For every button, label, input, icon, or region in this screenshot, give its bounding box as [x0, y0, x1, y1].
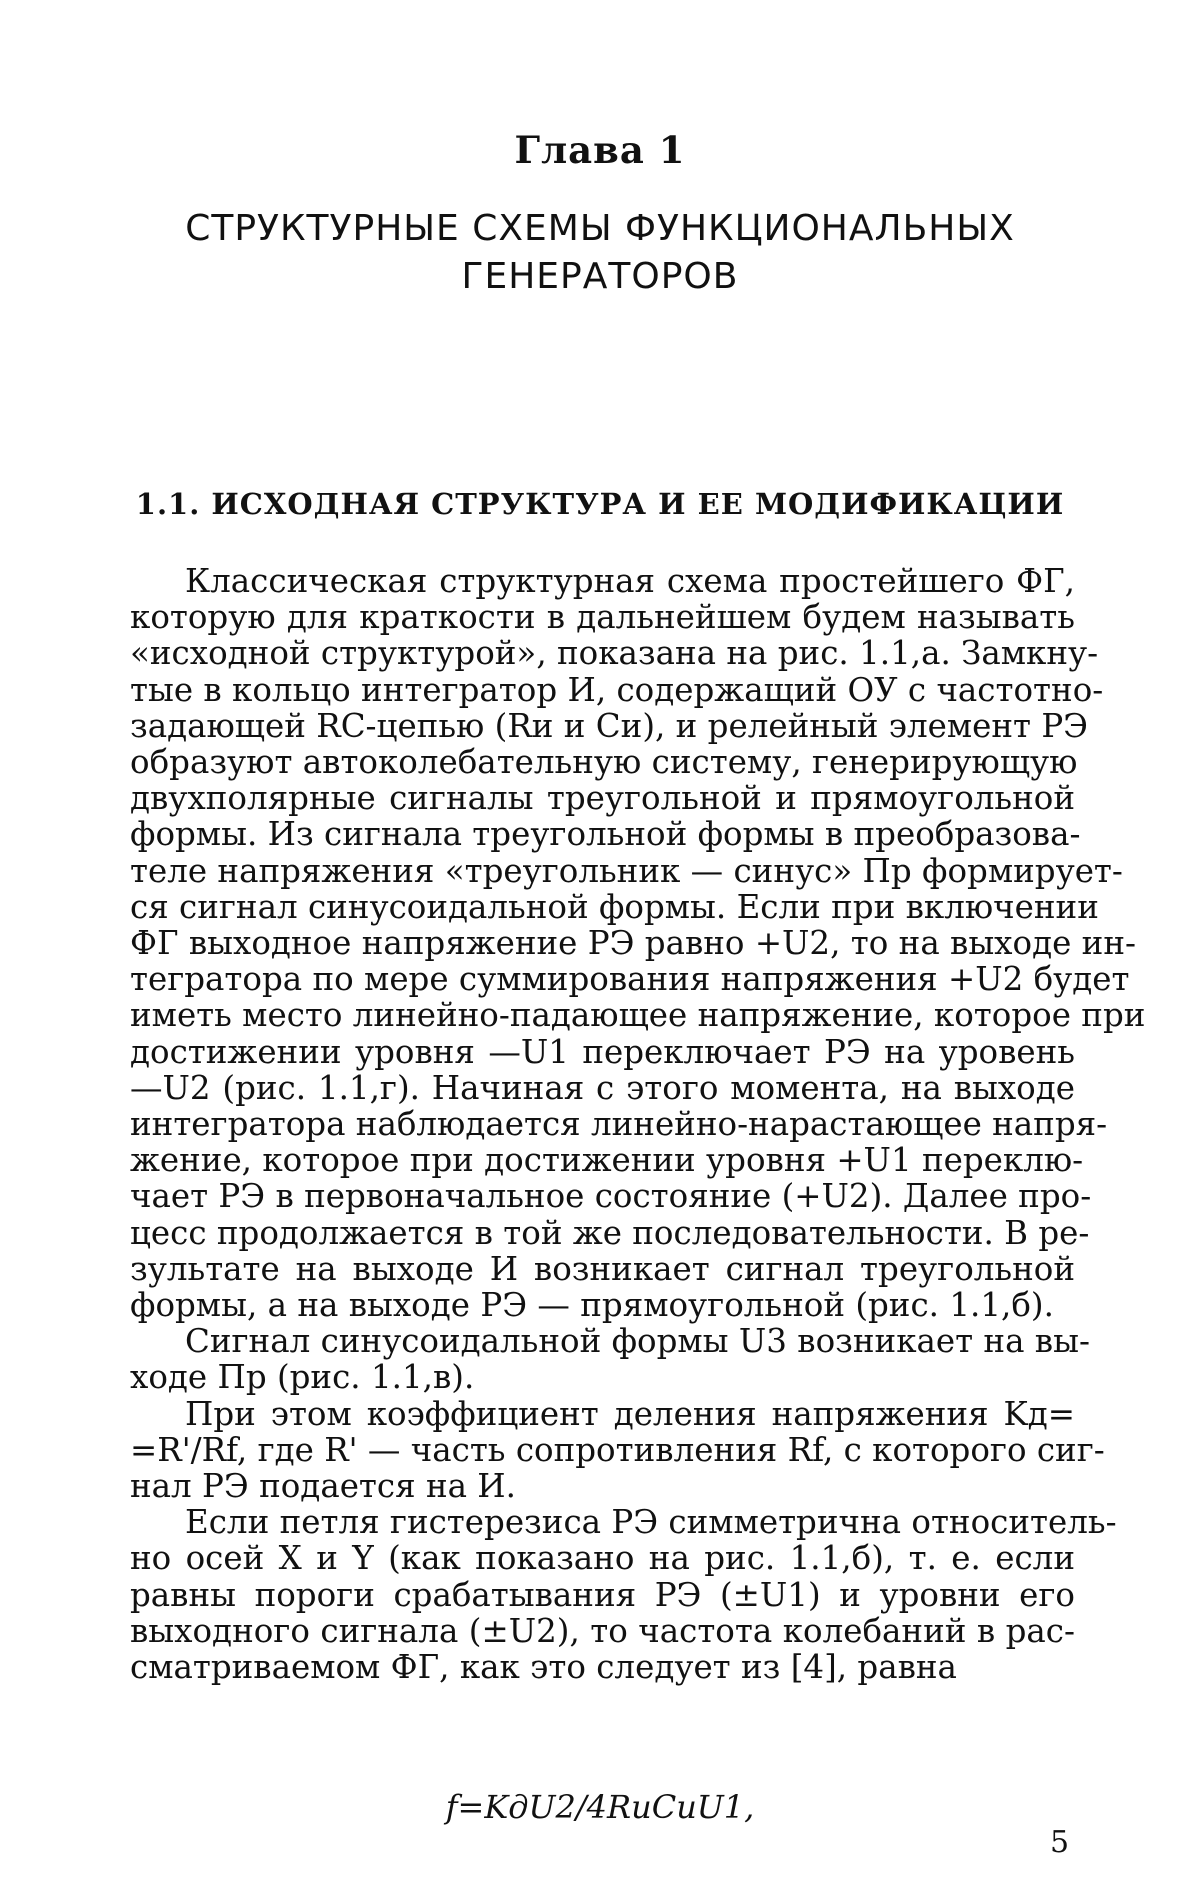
text-line: иметь место линейно-падающее напряжение, которое при	[130, 996, 1146, 1035]
text-line: нал РЭ подается на И.	[130, 1467, 516, 1506]
paragraph	[130, 1394, 1105, 1506]
text-line: «исходной структурой», показана на рис. 1.1,а. Замкну-	[130, 634, 1099, 673]
text-line: Если петля гистерезиса РЭ симметрична относитель-	[185, 1503, 1117, 1542]
text-line: выходного сигнала (±U2), то частота колебаний в рас-	[130, 1611, 1075, 1650]
text-line: =R'/Rf, где R' — часть сопротивления Rf, с которого сиг-	[130, 1430, 1105, 1469]
paragraph	[130, 1322, 1090, 1397]
text-line: достижении уровня —U1 переключает РЭ на уровень	[130, 1032, 1075, 1071]
text-line: равны пороги срабатывания РЭ (±U1) и уровни его	[130, 1575, 1075, 1614]
text-line: —U2 (рис. 1.1,г). Начиная с этого момента, на выходе	[130, 1068, 1075, 1107]
text-line: образуют автоколебательную систему, генерирующую	[130, 743, 1078, 782]
page-number: 5	[1050, 1825, 1070, 1860]
text-line: жение, которое при достижении уровня +U1 переклю-	[130, 1141, 1084, 1180]
frequency-formula: f=KдU2/4RиCиU1,	[445, 1788, 755, 1826]
text-line: ся сигнал синусоидальной формы. Если при включении	[130, 887, 1099, 926]
text-line: Классическая структурная схема простейшего ФГ,	[185, 562, 1075, 600]
text-line: двухполярные сигналы треугольной и прямоугольной	[130, 779, 1075, 818]
text-line: ходе Пр (рис. 1.1,в).	[130, 1358, 475, 1397]
chapter-title-line-1: СТРУКТУРНЫЕ СХЕМЫ ФУНКЦИОНАЛЬНЫХ	[185, 208, 1015, 249]
text-line: которую для краткости в дальнейшем будем называть	[130, 598, 1075, 637]
text-line: но осей X и Y (как показано на рис. 1.1,б), т. е. если	[130, 1539, 1075, 1578]
text-line: зультате на выходе И возникает сигнал треугольной	[130, 1249, 1075, 1288]
body-text	[130, 562, 1146, 1687]
text-line: формы, а на выходе РЭ — прямоугольной (рис. 1.1,б).	[130, 1286, 1054, 1325]
chapter-label: Глава 1	[514, 128, 686, 172]
chapter-title	[0, 205, 1200, 301]
text-line: Сигнал синусоидальной формы U3 возникает на вы-	[185, 1322, 1090, 1361]
paragraph	[130, 1503, 1117, 1687]
chapter-title-line-2: ГЕНЕРАТОРОВ	[461, 256, 739, 297]
text-line: формы. Из сигнала треугольной формы в преобразова-	[130, 815, 1081, 854]
text-line: цесс продолжается в той же последовательности. В ре-	[130, 1213, 1090, 1252]
text-line: чает РЭ в первоначальное состояние (+U2). Далее про-	[130, 1177, 1092, 1216]
text-line: задающей RC-цепью (Rи и Cи), и релейный элемент РЭ	[130, 706, 1089, 745]
paragraph	[130, 562, 1146, 1325]
text-line: сматриваемом ФГ, как это следует из [4], равна	[130, 1648, 957, 1687]
text-line: интегратора наблюдается линейно-нарастающее напря-	[130, 1105, 1108, 1144]
section-title: 1.1. ИСХОДНАЯ СТРУКТУРА И ЕЕ МОДИФИКАЦИИ	[135, 487, 1065, 521]
text-line: тегратора по мере суммирования напряжения +U2 будет	[130, 960, 1130, 999]
text-line: При этом коэффициент деления напряжения Kд=	[185, 1394, 1075, 1433]
text-line: ФГ выходное напряжение РЭ равно +U2, то на выходе ин-	[130, 924, 1136, 963]
text-line: тые в кольцо интегратор И, содержащий ОУ с частотно-	[130, 670, 1104, 709]
text-line: теле напряжения «треугольник — синус» Пр формирует-	[130, 851, 1123, 890]
